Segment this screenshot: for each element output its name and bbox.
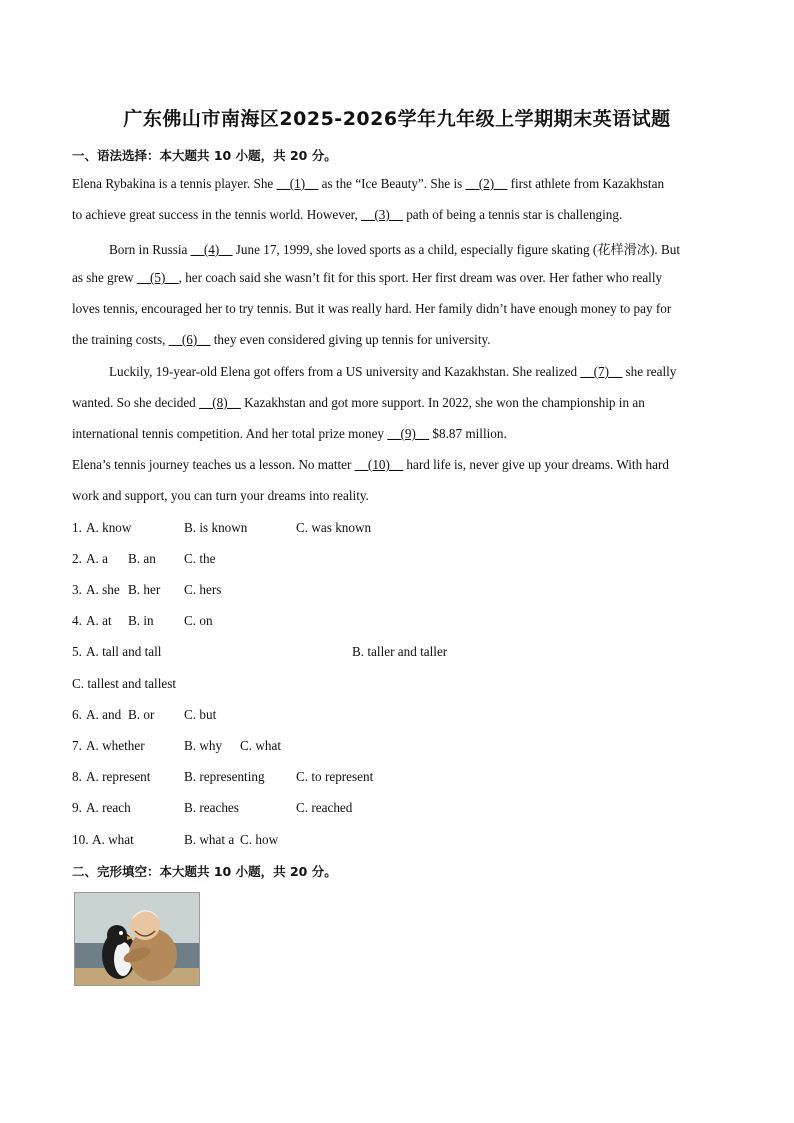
passage-line bbox=[72, 270, 662, 286]
answer-blank: __(1)__ bbox=[276, 176, 319, 191]
question-number: 1. bbox=[72, 520, 82, 535]
option-c: C. tallest and tallest bbox=[72, 676, 177, 691]
option-b: B. is known bbox=[184, 520, 248, 535]
passage-text: path of being a tennis star is challenging. bbox=[402, 207, 623, 222]
question-number: 6. bbox=[72, 707, 82, 722]
option-c: C. hers bbox=[184, 582, 222, 597]
passage-text: $8.87 million. bbox=[429, 426, 507, 441]
passage-text: Kazakhstan and got more support. In 2022, she won the championship in an bbox=[240, 395, 645, 410]
option-b: B. or bbox=[128, 707, 155, 722]
passage-text: wanted. So she decided bbox=[72, 395, 200, 410]
question-number: 9. bbox=[72, 800, 82, 815]
question-number: 4. bbox=[72, 613, 82, 628]
option-c: C. reached bbox=[296, 800, 353, 815]
passage-line bbox=[109, 239, 680, 258]
passage-text: work and support, you can turn your dreams into reality. bbox=[72, 488, 369, 503]
passage-text: the training costs, bbox=[72, 332, 169, 347]
passage-text: as the “Ice Beauty”. She is bbox=[318, 176, 466, 191]
option-a: A. she bbox=[86, 582, 120, 597]
passage-text: Elena’s tennis journey teaches us a lesson. No matter bbox=[72, 457, 355, 472]
passage-text: loves tennis, encouraged her to try tennis. But it was really hard. Her family didn’t have enough money to pay for bbox=[72, 301, 672, 316]
option-b: B. reaches bbox=[184, 800, 239, 815]
question-number: 8. bbox=[72, 769, 82, 784]
option-a: A. tall and tall bbox=[86, 644, 162, 659]
passage-text: Luckily, 19-year-old Elena got offers from a US university and Kazakhstan. She realized bbox=[109, 364, 581, 379]
option-c: C. what bbox=[240, 738, 282, 753]
option-a: A. what bbox=[92, 832, 134, 847]
option-a: A. reach bbox=[86, 800, 131, 815]
answer-blank: __(2)__ bbox=[465, 176, 508, 191]
passage-line bbox=[72, 207, 622, 223]
question-number: 2. bbox=[72, 551, 82, 566]
passage-line bbox=[72, 395, 645, 411]
option-a: A. know bbox=[86, 520, 132, 535]
section-2-heading: 二、完形填空：本大题共 10 小题，共 20 分。 bbox=[72, 864, 337, 879]
answer-blank: __(8)__ bbox=[199, 395, 241, 410]
passage-text: to achieve great success in the tennis world. However, bbox=[72, 207, 362, 222]
passage-line bbox=[72, 488, 369, 504]
option-c: C. but bbox=[184, 707, 217, 722]
passage-text: first athlete from Kazakhstan bbox=[507, 176, 665, 191]
old-man-hugging-penguin-illustration bbox=[75, 893, 199, 985]
answer-blank: __(3)__ bbox=[361, 207, 403, 222]
passage-line bbox=[72, 457, 669, 473]
question-number: 7. bbox=[72, 738, 82, 753]
option-b: B. in bbox=[128, 613, 154, 628]
option-b: B. an bbox=[128, 551, 156, 566]
option-b: B. why bbox=[184, 738, 223, 753]
option-c: C. on bbox=[184, 613, 213, 628]
passage-text: international tennis competition. And her total prize money bbox=[72, 426, 388, 441]
option-c: C. how bbox=[240, 832, 279, 847]
option-b: B. what a bbox=[184, 832, 235, 847]
passage-line bbox=[72, 426, 507, 442]
option-b: B. representing bbox=[184, 769, 265, 784]
option-b: B. her bbox=[128, 582, 161, 597]
passage-text: they even considered giving up tennis for university. bbox=[210, 332, 491, 347]
option-b: B. taller and taller bbox=[352, 644, 448, 659]
option-c: C. was known bbox=[296, 520, 372, 535]
passage-line bbox=[72, 301, 671, 317]
answer-blank: __(9)__ bbox=[387, 426, 430, 441]
section-1-heading: 一、语法选择：本大题共 10 小题，共 20 分。 bbox=[72, 148, 337, 163]
option-c: C. to represent bbox=[296, 769, 374, 784]
passage-text: hard life is, never give up your dreams. With hard bbox=[403, 457, 669, 472]
question-number: 3. bbox=[72, 582, 82, 597]
option-c: C. the bbox=[184, 551, 216, 566]
penguin-hug-image bbox=[74, 892, 200, 986]
option-a: A. at bbox=[86, 613, 112, 628]
passage-line bbox=[72, 176, 664, 192]
passage-text: as she grew bbox=[72, 270, 137, 285]
passage-text: Born in Russia bbox=[109, 242, 191, 257]
passage-line bbox=[72, 332, 491, 348]
passage-text: , her coach said she wasn’t fit for this sport. Her first dream was over. Her father who really bbox=[178, 270, 663, 285]
question-number: 5. bbox=[72, 644, 82, 659]
answer-blank: __(6)__ bbox=[168, 332, 211, 347]
answer-blank: __(7)__ bbox=[580, 364, 623, 379]
answer-blank: __(4)__ bbox=[190, 242, 233, 257]
passage-line bbox=[109, 364, 676, 380]
answer-blank: __(10)__ bbox=[354, 457, 404, 472]
answer-blank: __(5)__ bbox=[136, 270, 179, 285]
option-a: A. whether bbox=[86, 738, 145, 753]
option-a: A. represent bbox=[86, 769, 151, 784]
passage-text: she really bbox=[622, 364, 677, 379]
passage-text: June 17, 1999, she loved sports as a child, especially figure skating (花样滑冰). But bbox=[232, 242, 681, 257]
page-title: 广东佛山市南海区2025-2026学年九年级上学期期末英语试题 bbox=[123, 108, 671, 130]
option-a: A. a bbox=[86, 551, 108, 566]
option-a: A. and bbox=[86, 707, 122, 722]
passage-text: Elena Rybakina is a tennis player. She bbox=[72, 176, 277, 191]
question-number: 10. bbox=[72, 832, 89, 847]
